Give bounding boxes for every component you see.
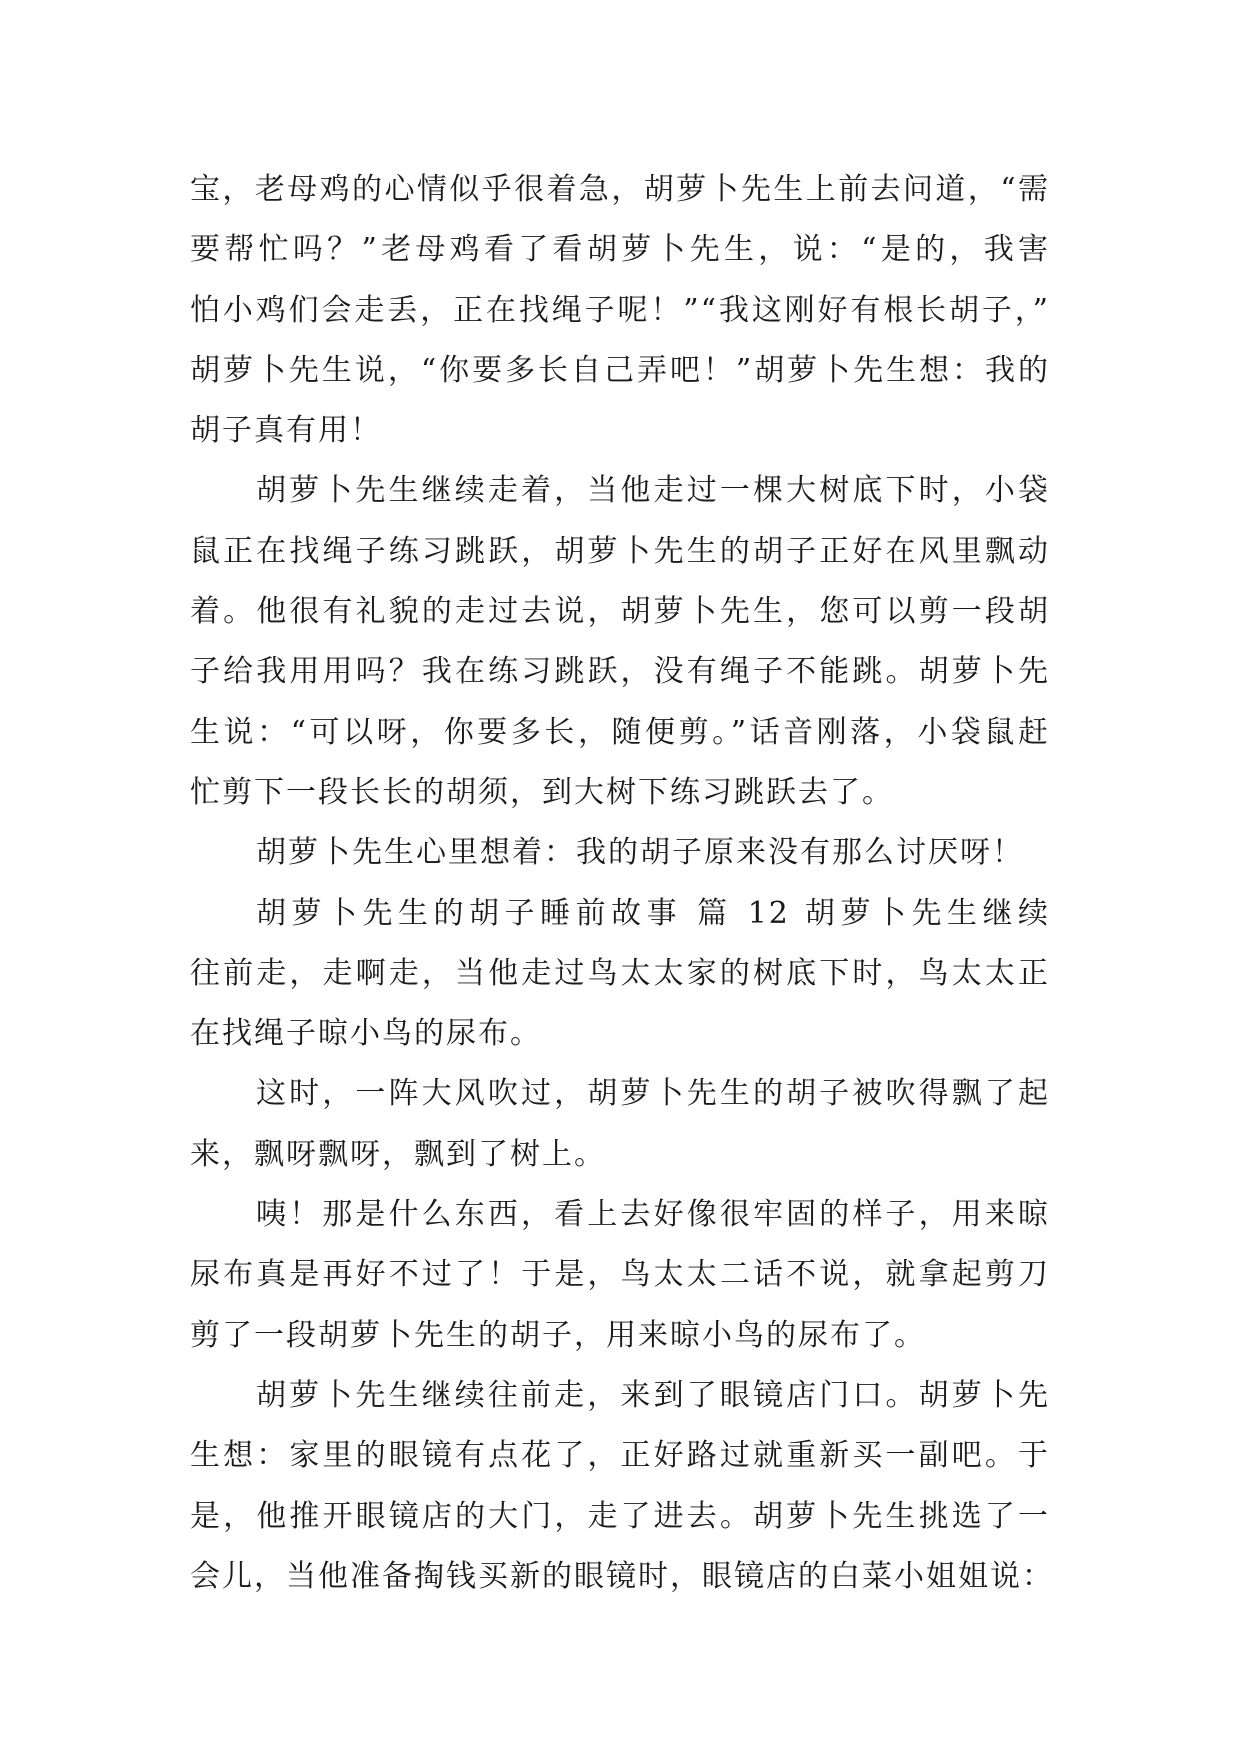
text-line: 胡萝卜先生继续走着，当他走过一棵大树底下时，小袋	[256, 473, 1050, 509]
text-line: 胡萝卜先生继续往前走，来到了眼镜店门口。胡萝卜先	[256, 1377, 1050, 1413]
text-line: 生说：“可以呀，你要多长，随便剪。”话音刚落，小袋鼠赶	[190, 714, 1050, 750]
story-text	[190, 160, 1054, 1607]
text-line: 咦！那是什么东西，看上去好像很牢固的样子，用来晾	[256, 1197, 1050, 1233]
text-line: 尿布真是再好不过了！于是，鸟太太二话不说，就拿起剪刀	[190, 1257, 1050, 1293]
text-line: 胡萝卜先生的胡子睡前故事 篇 12 胡萝卜先生继续	[256, 895, 1050, 931]
text-line: 会儿，当他准备掏钱买新的眼镜时，眼镜店的白菜小姐姐说：	[190, 1558, 1054, 1594]
text-line: 着。他很有礼貌的走过去说，胡萝卜先生，您可以剪一段胡	[190, 594, 1050, 630]
text-line: 是，他推开眼镜店的大门，走了进去。胡萝卜先生挑选了一	[190, 1498, 1050, 1534]
text-line: 胡萝卜先生说，“你要多长自己弄吧！”胡萝卜先生想：我的	[190, 352, 1050, 388]
text-line: 胡子真有用！	[190, 413, 382, 449]
text-line: 子给我用用吗？我在练习跳跃，没有绳子不能跳。胡萝卜先	[190, 654, 1050, 690]
text-line: 忙剪下一段长长的胡须，到大树下练习跳跃去了。	[190, 774, 894, 810]
text-line: 生想：家里的眼镜有点花了，正好路过就重新买一副吧。于	[190, 1438, 1050, 1474]
text-line: 这时，一阵大风吹过，胡萝卜先生的胡子被吹得飘了起	[256, 1076, 1050, 1112]
text-line: 来，飘呀飘呀，飘到了树上。	[190, 1136, 606, 1172]
text-line: 要帮忙吗？”老母鸡看了看胡萝卜先生，说：“是的，我害	[190, 232, 1050, 268]
text-line: 怕小鸡们会走丢，正在找绳子呢！”“我这刚好有根长胡子，”	[190, 292, 1050, 328]
text-line: 胡萝卜先生心里想着：我的胡子原来没有那么讨厌呀！	[256, 835, 1024, 871]
text-line: 在找绳子晾小鸟的尿布。	[190, 1016, 542, 1052]
text-line: 宝，老母鸡的心情似乎很着急，胡萝卜先生上前去问道，“需	[190, 172, 1050, 207]
text-line: 剪了一段胡萝卜先生的胡子，用来晾小鸟的尿布了。	[190, 1317, 926, 1353]
text-line: 鼠正在找绳子练习跳跃，胡萝卜先生的胡子正好在风里飘动	[190, 533, 1050, 569]
text-line: 往前走，走啊走，当他走过鸟太太家的树底下时，鸟太太正	[190, 955, 1050, 991]
